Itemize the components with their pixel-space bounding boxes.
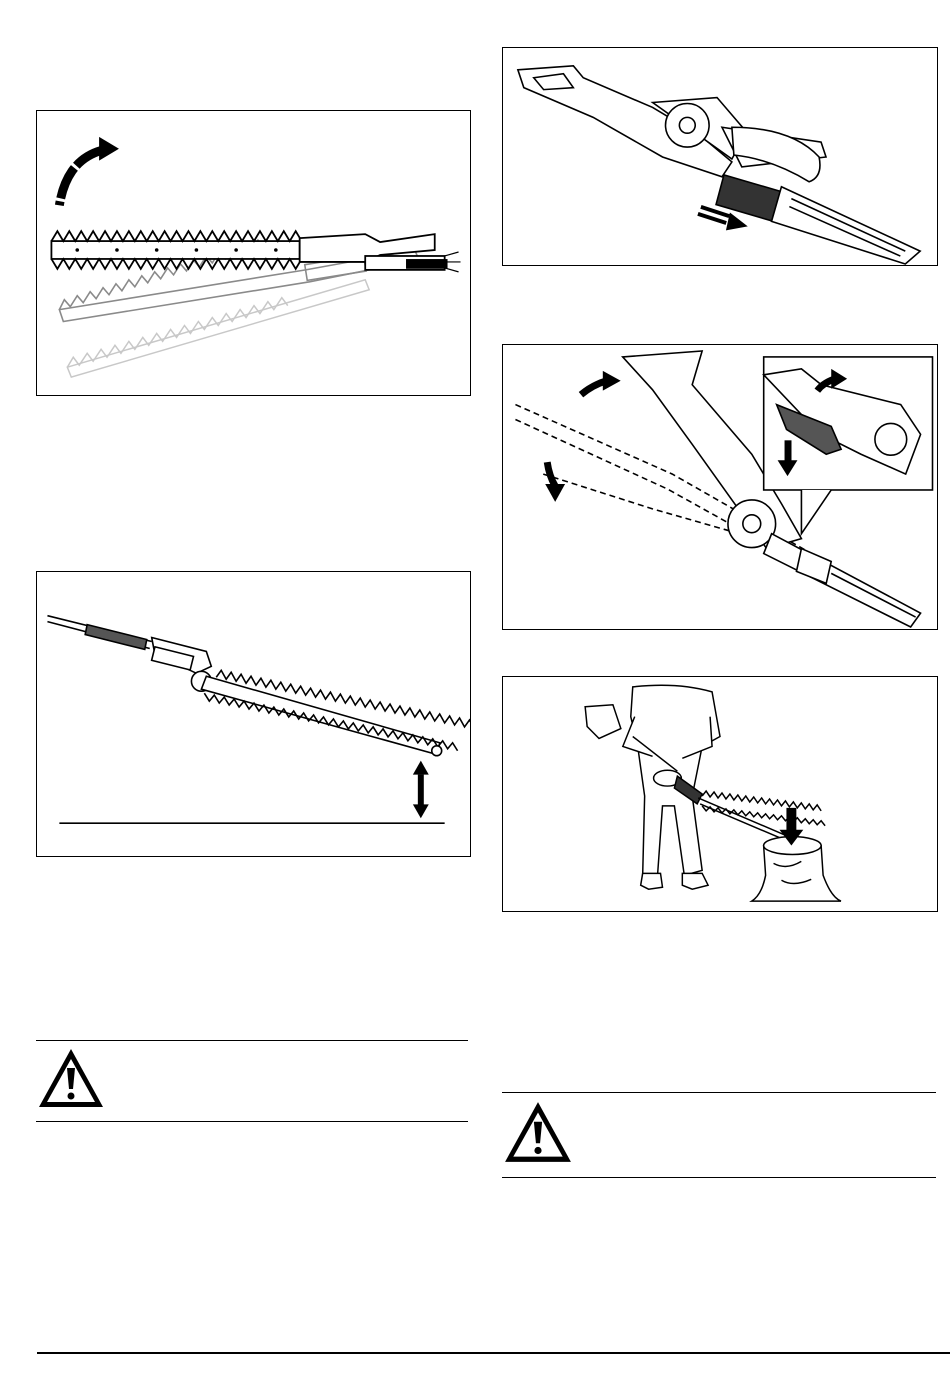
hedge-blade-angle-illustration — [37, 111, 470, 395]
fig-blade-angle-positions — [36, 110, 471, 396]
lock-sleeve-release-illustration — [503, 48, 937, 265]
warning-triangle-icon — [502, 1099, 574, 1166]
warning-right-bottom-rule — [502, 1177, 936, 1178]
fig-operator-stump — [502, 676, 938, 912]
operator-stump-illustration — [503, 677, 937, 911]
angle-adjust-lever-illustration — [503, 345, 937, 629]
fig-blade-level-check — [36, 571, 471, 857]
fig-adjust-angle-lever — [502, 344, 938, 630]
footer-rule — [37, 1352, 950, 1354]
warning-left-top-rule — [36, 1040, 468, 1041]
fig-release-lock-sleeve — [502, 47, 938, 266]
warning-left-bottom-rule — [36, 1121, 468, 1122]
warning-right-top-rule — [502, 1092, 936, 1093]
warning-triangle-icon — [36, 1046, 106, 1111]
hedge-blade-level-illustration — [37, 572, 470, 856]
